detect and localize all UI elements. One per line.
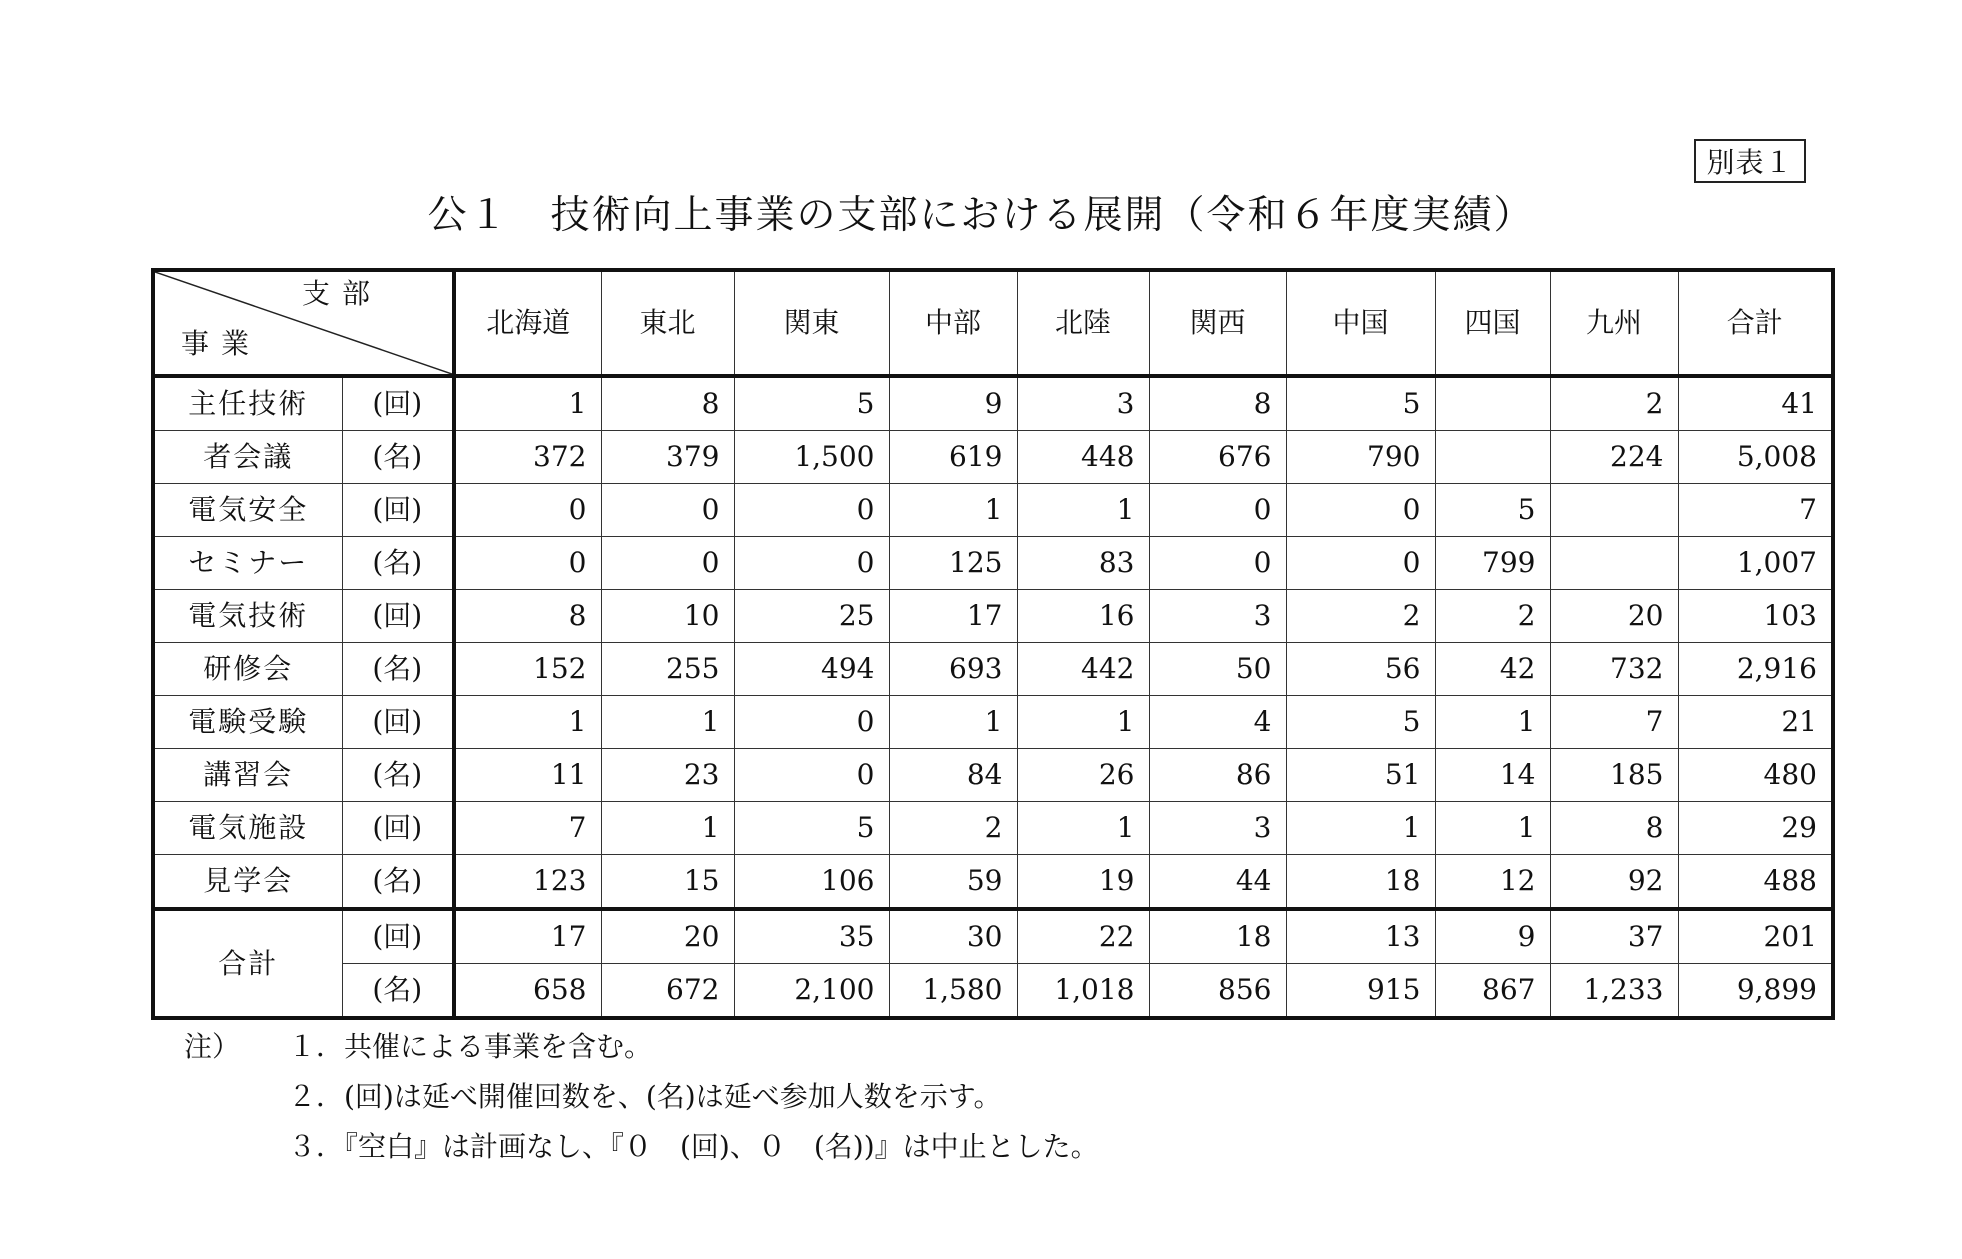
table-cell: 2 (1435, 590, 1550, 643)
row-label: 電気安全 (153, 484, 342, 537)
row-label: 電気施設 (153, 802, 342, 855)
table-cell: 1,500 (734, 431, 889, 484)
unit-label: (回) (342, 696, 454, 749)
table-cell: 0 (601, 484, 734, 537)
table-cell: 8 (1149, 376, 1286, 431)
table-cell: 1 (601, 696, 734, 749)
table-cell: 0 (734, 696, 889, 749)
table-cell: 5 (734, 376, 889, 431)
table-cell (1550, 537, 1678, 590)
table-cell: 442 (1017, 643, 1149, 696)
unit-label: (回) (342, 376, 454, 431)
table-row (153, 537, 1833, 590)
column-header: 東北 (601, 270, 734, 376)
table-row (153, 484, 1833, 537)
table-cell: 10 (601, 590, 734, 643)
unit-label: (名) (342, 964, 454, 1019)
footnote-item (184, 1072, 1099, 1122)
table-cell: 1 (1286, 802, 1435, 855)
table-cell: 5 (734, 802, 889, 855)
table-cell: 21 (1678, 696, 1833, 749)
table-cell: 488 (1678, 855, 1833, 910)
footnote-item (184, 1122, 1099, 1172)
column-header: 四国 (1435, 270, 1550, 376)
table-cell: 15 (601, 855, 734, 910)
row-label: 見学会 (153, 855, 342, 910)
table-row (153, 964, 1833, 1019)
table-cell: 4 (1149, 696, 1286, 749)
table-cell: 7 (1550, 696, 1678, 749)
row-label: 者会議 (153, 431, 342, 484)
row-label: 講習会 (153, 749, 342, 802)
table-cell: 125 (889, 537, 1017, 590)
table-cell: 201 (1678, 909, 1833, 964)
table-cell: 123 (454, 855, 601, 910)
table-row (153, 590, 1833, 643)
table-cell: 19 (1017, 855, 1149, 910)
table-cell: 255 (601, 643, 734, 696)
total-label: 合計 (153, 909, 342, 1018)
row-label: 電験受験 (153, 696, 342, 749)
table-cell: 2 (1286, 590, 1435, 643)
table-cell: 37 (1550, 909, 1678, 964)
table-cell: 25 (734, 590, 889, 643)
table-cell (1550, 484, 1678, 537)
footnote-text: ３．『空白』は計画なし、『０ (回)、０ (名))』は中止とした。 (288, 1130, 1099, 1163)
table-header-row (153, 270, 1833, 376)
table-cell: 59 (889, 855, 1017, 910)
table-cell: 1 (1017, 484, 1149, 537)
table-cell: 18 (1286, 855, 1435, 910)
table-cell: 799 (1435, 537, 1550, 590)
unit-label: (名) (342, 749, 454, 802)
column-header: 中国 (1286, 270, 1435, 376)
table-cell: 7 (1678, 484, 1833, 537)
corner-header-cell (153, 270, 454, 376)
table-cell: 448 (1017, 431, 1149, 484)
table-cell: 0 (454, 484, 601, 537)
table-cell: 5,008 (1678, 431, 1833, 484)
row-label: 主任技術 (153, 376, 342, 431)
table-cell: 17 (889, 590, 1017, 643)
table-cell: 494 (734, 643, 889, 696)
table-cell: 1 (454, 376, 601, 431)
table-row (153, 909, 1833, 964)
table-cell: 16 (1017, 590, 1149, 643)
corner-label-business: 事業 (181, 327, 262, 360)
table-cell: 1,580 (889, 964, 1017, 1019)
table-cell: 2 (1550, 376, 1678, 431)
table-cell: 658 (454, 964, 601, 1019)
table-cell: 152 (454, 643, 601, 696)
table-row (153, 855, 1833, 910)
table-cell: 56 (1286, 643, 1435, 696)
table-cell: 20 (1550, 590, 1678, 643)
table-cell: 1 (889, 696, 1017, 749)
table-cell: 2 (889, 802, 1017, 855)
unit-label: (回) (342, 590, 454, 643)
table-cell: 1,007 (1678, 537, 1833, 590)
appendix-badge: 別表１ (1694, 139, 1806, 183)
table-cell: 83 (1017, 537, 1149, 590)
table-cell: 0 (601, 537, 734, 590)
unit-label: (回) (342, 484, 454, 537)
corner-label-branch: 支部 (301, 277, 382, 310)
table-cell: 0 (734, 537, 889, 590)
table-cell: 5 (1286, 696, 1435, 749)
column-header: 九州 (1550, 270, 1678, 376)
footnote-text: １．共催による事業を含む。 (288, 1030, 653, 1063)
table-row (153, 643, 1833, 696)
table-cell: 3 (1017, 376, 1149, 431)
table-cell: 379 (601, 431, 734, 484)
table-cell: 732 (1550, 643, 1678, 696)
table-cell: 693 (889, 643, 1017, 696)
table-cell: 23 (601, 749, 734, 802)
table-cell: 11 (454, 749, 601, 802)
table-cell: 2,916 (1678, 643, 1833, 696)
table-cell: 17 (454, 909, 601, 964)
table-cell: 224 (1550, 431, 1678, 484)
unit-label: (名) (342, 431, 454, 484)
table-cell: 9 (1435, 909, 1550, 964)
column-header: 北陸 (1017, 270, 1149, 376)
table-cell: 2,100 (734, 964, 889, 1019)
table-cell: 480 (1678, 749, 1833, 802)
table-cell: 619 (889, 431, 1017, 484)
table-cell: 676 (1149, 431, 1286, 484)
table-cell: 790 (1286, 431, 1435, 484)
table-cell: 0 (1149, 537, 1286, 590)
footnote-item (184, 1022, 1099, 1072)
table-cell: 0 (1286, 484, 1435, 537)
table-cell: 26 (1017, 749, 1149, 802)
table-cell: 29 (1678, 802, 1833, 855)
table-cell: 9,899 (1678, 964, 1833, 1019)
table-row (153, 749, 1833, 802)
footnote-marker: 注） (184, 1030, 241, 1063)
table-cell: 1 (1435, 802, 1550, 855)
table-cell: 13 (1286, 909, 1435, 964)
table-cell: 30 (889, 909, 1017, 964)
table-cell: 42 (1435, 643, 1550, 696)
table-cell: 7 (454, 802, 601, 855)
column-header: 関東 (734, 270, 889, 376)
table-cell: 86 (1149, 749, 1286, 802)
table-cell: 84 (889, 749, 1017, 802)
table-cell: 185 (1550, 749, 1678, 802)
column-header: 北海道 (454, 270, 601, 376)
table-cell: 41 (1678, 376, 1833, 431)
footnote-text: ２．(回)は延べ開催回数を、(名)は延べ参加人数を示す。 (288, 1080, 1002, 1113)
table-cell: 51 (1286, 749, 1435, 802)
table-cell: 1 (1435, 696, 1550, 749)
table-cell: 867 (1435, 964, 1550, 1019)
table-cell (1435, 376, 1550, 431)
table-row (153, 376, 1833, 431)
table-cell: 3 (1149, 590, 1286, 643)
unit-label: (名) (342, 643, 454, 696)
table-cell: 35 (734, 909, 889, 964)
table-cell: 9 (889, 376, 1017, 431)
page-title: 公１ 技術向上事業の支部における展開（令和６年度実績） (427, 193, 1535, 238)
table-cell: 0 (454, 537, 601, 590)
unit-label: (名) (342, 537, 454, 590)
table-cell: 22 (1017, 909, 1149, 964)
branch-activity-table (151, 268, 1835, 1020)
table-cell: 106 (734, 855, 889, 910)
table-cell: 8 (454, 590, 601, 643)
unit-label: (回) (342, 802, 454, 855)
table-cell: 20 (601, 909, 734, 964)
table-row (153, 802, 1833, 855)
table-cell: 92 (1550, 855, 1678, 910)
unit-label: (回) (342, 909, 454, 964)
unit-label: (名) (342, 855, 454, 910)
table-cell: 5 (1435, 484, 1550, 537)
table-cell: 1 (601, 802, 734, 855)
row-label: 電気技術 (153, 590, 342, 643)
table-cell: 8 (601, 376, 734, 431)
table-cell: 0 (734, 749, 889, 802)
table-cell: 1 (889, 484, 1017, 537)
table-row (153, 431, 1833, 484)
footnotes (184, 1022, 1099, 1172)
table-cell: 1 (1017, 802, 1149, 855)
row-label: 研修会 (153, 643, 342, 696)
table-cell: 672 (601, 964, 734, 1019)
table-cell: 372 (454, 431, 601, 484)
table-cell: 0 (1286, 537, 1435, 590)
column-header: 関西 (1149, 270, 1286, 376)
row-label: セミナー (153, 537, 342, 590)
table-cell: 12 (1435, 855, 1550, 910)
table-cell: 1 (454, 696, 601, 749)
table-cell (1435, 431, 1550, 484)
table-cell: 8 (1550, 802, 1678, 855)
table-cell: 44 (1149, 855, 1286, 910)
column-header: 合計 (1678, 270, 1833, 376)
table-cell: 3 (1149, 802, 1286, 855)
table-cell: 103 (1678, 590, 1833, 643)
table-cell: 1,018 (1017, 964, 1149, 1019)
table-cell: 50 (1149, 643, 1286, 696)
table-cell: 1 (1017, 696, 1149, 749)
column-header: 中部 (889, 270, 1017, 376)
table-cell: 1,233 (1550, 964, 1678, 1019)
table-cell: 915 (1286, 964, 1435, 1019)
table-cell: 856 (1149, 964, 1286, 1019)
table-row (153, 696, 1833, 749)
table-cell: 0 (1149, 484, 1286, 537)
table-cell: 18 (1149, 909, 1286, 964)
table-cell: 5 (1286, 376, 1435, 431)
table-cell: 0 (734, 484, 889, 537)
table-cell: 14 (1435, 749, 1550, 802)
